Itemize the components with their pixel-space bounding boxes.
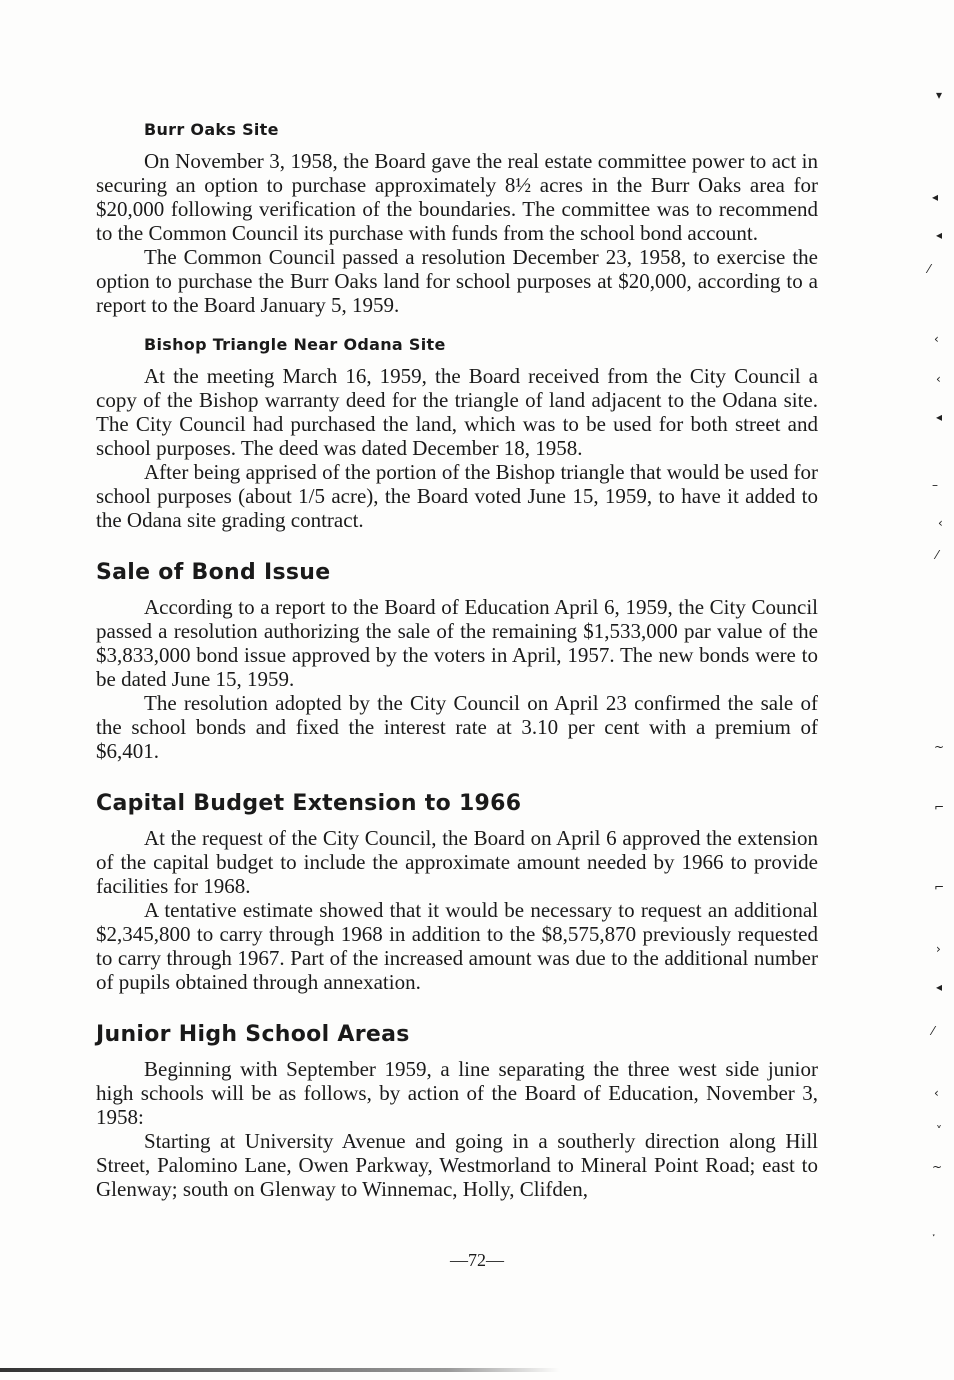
section-junior-high-areas — [96, 1022, 818, 1201]
paragraph: A tentative estimate showed that it would be necessary to request an additional $2,345,800 to carry through 1968 in addition to the $8,575,870 previously requested to carry through 1967. Part of the increased amount was due to the additional number of pupils obtained through annexation. — [96, 898, 818, 994]
scan-speck: ‹ — [936, 372, 941, 386]
paragraph: On November 3, 1958, the Board gave the real estate committee power to act in securing an option to purchase approximately 8½ acres in the Burr Oaks area for $20,000 following verification of the boundaries. The committee was to recommend to the Common Council its purchase with funds from the school bond account. — [96, 149, 818, 245]
scan-speck: – — [932, 478, 938, 492]
section-heading: Burr Oaks Site — [144, 120, 279, 139]
page-content — [96, 120, 818, 1219]
paragraph: After being apprised of the portion of the Bishop triangle that would be used for school purposes (about 1/5 acre), the Board voted June 15, 1959, to have it added to the Odana site grading contract. — [96, 460, 818, 532]
scan-speck: ˑ — [932, 1230, 937, 1244]
page-number: —72— — [450, 1250, 504, 1270]
scan-speck: ‹ — [934, 332, 939, 346]
paragraph: Beginning with September 1959, a line separating the three west side junior high schools will be as follows, by action of the Board of Education, November 3, 1958: — [96, 1057, 818, 1129]
scan-speck: ˅ — [936, 1124, 942, 1138]
scan-speck: ‹ — [938, 516, 943, 530]
scan-speck: ◂ — [936, 228, 943, 242]
section-sale-of-bond-issue — [96, 560, 818, 763]
section-heading: Sale of Bond Issue — [96, 560, 331, 585]
paragraph: At the meeting March 16, 1959, the Board received from the City Council a copy of the Bishop warranty deed for the triangle of land adjacent to the Odana site. The City Council had purchased the land, which was to be used for both street and school purposes. The deed was dated December 18, 1958. — [96, 364, 818, 460]
scan-speck: ◂ — [932, 190, 939, 204]
scan-bottom-edge — [0, 1368, 560, 1372]
section-heading: Bishop Triangle Near Odana Site — [144, 335, 446, 354]
paragraph: Starting at University Avenue and going in a southerly direction along Hill Street, Palomino Lane, Owen Parkway, Westmorland to Mineral Point Road; east to Glenway; south on Glenway to Winnemac, Holly, Clifden, — [96, 1129, 818, 1201]
scan-speck: ◂ — [936, 980, 943, 994]
paragraph: The Common Council passed a resolution December 23, 1958, to exercise the option to purchase the Burr Oaks land for school purposes at $20,000, according to a report to the Board January 5, 1959. — [96, 245, 818, 317]
scan-speck: ▾ — [936, 88, 943, 102]
scan-speck: ⁄ — [928, 262, 931, 276]
paragraph: At the request of the City Council, the Board on April 6 approved the extension of the capital budget to include the approximate amount needed by 1966 to provide facilities for 1968. — [96, 826, 818, 898]
scan-speck: ‹ — [934, 1086, 939, 1100]
scan-speck: ~ — [934, 740, 945, 754]
section-capital-budget — [96, 791, 818, 994]
section-burr-oaks — [96, 120, 818, 317]
section-heading: Junior High School Areas — [96, 1022, 410, 1047]
scan-edge-marks — [914, 0, 954, 1380]
scan-speck: ⌐ — [934, 880, 945, 894]
paragraph: The resolution adopted by the City Council on April 23 confirmed the sale of the school bonds and fixed the interest rate at 3.10 per cent with a premium of $6,401. — [96, 691, 818, 763]
section-heading: Capital Budget Extension to 1966 — [96, 791, 522, 816]
scan-speck: ⌐ — [934, 800, 945, 814]
scan-speck: › — [936, 942, 941, 956]
scan-speck: ⁄ — [932, 1024, 935, 1038]
scan-speck: ~ — [932, 1160, 943, 1174]
paragraph: According to a report to the Board of Education April 6, 1959, the City Council passed a resolution authorizing the sale of the remaining $1,533,000 par value of the $3,833,000 bond issue approved by the voters in April, 1957. The new bonds were to be dated June 15, 1959. — [96, 595, 818, 691]
scan-speck: ⁄ — [936, 548, 939, 562]
section-bishop-triangle — [96, 335, 818, 532]
scan-speck: ◂ — [936, 410, 943, 424]
